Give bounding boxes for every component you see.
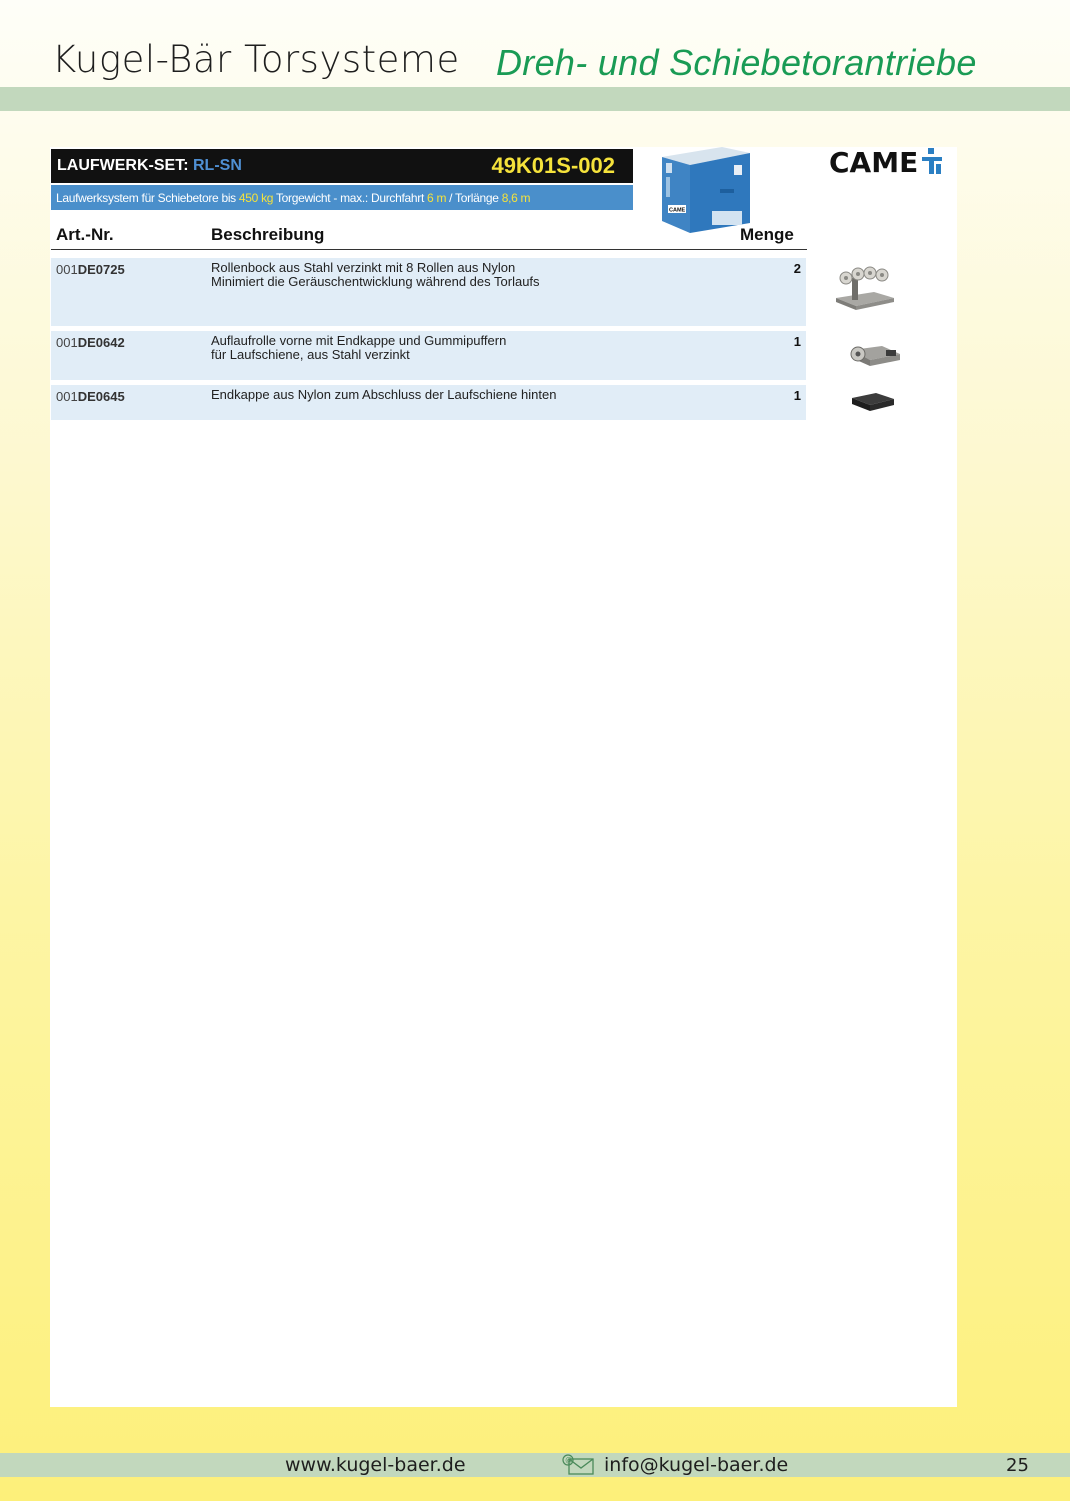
row-description	[211, 388, 556, 402]
product-title	[57, 157, 242, 175]
came-brand-logo: CAME	[829, 146, 919, 179]
row-quantity: 1	[793, 334, 801, 349]
product-title-bar	[51, 149, 633, 183]
description-line-2: Minimiert die Geräuschentwicklung während des Torlaufs	[211, 274, 540, 289]
description-line-1: Endkappe aus Nylon zum Abschluss der Laufschiene hinten	[211, 387, 557, 402]
svg-text:@: @	[565, 1456, 573, 1465]
subtitle-weight: 450 kg	[238, 191, 274, 205]
footer-band	[0, 1453, 1070, 1477]
article-code: DE0645	[77, 389, 125, 404]
article-code: DE0725	[77, 262, 125, 277]
subtitle-text-3: / Torlänge	[446, 191, 502, 205]
end-cap-icon	[850, 390, 896, 414]
subtitle-text-2: Torgewicht - max.: Durchfahrt	[273, 191, 428, 205]
came-logo-icon	[920, 148, 944, 176]
article-prefix: 001	[56, 389, 78, 404]
page-number: 25	[1006, 1455, 1029, 1476]
article-prefix: 001	[56, 262, 78, 277]
article-number	[56, 335, 125, 350]
roller-carriage-icon	[832, 264, 896, 314]
product-box-image	[660, 147, 752, 235]
product-code: 49K01S-002	[491, 153, 615, 178]
article-number	[56, 262, 125, 277]
row-description	[211, 261, 540, 289]
subtitle-passage: 6 m	[427, 191, 447, 205]
footer-website-link[interactable]: www.kugel-baer.de	[285, 1454, 466, 1476]
table-row	[51, 258, 806, 326]
front-roller-icon	[846, 340, 904, 370]
description-line-1: Auflaufrolle vorne mit Endkappe und Gummipuffern	[211, 333, 507, 348]
article-number	[56, 389, 125, 404]
article-prefix: 001	[56, 335, 78, 350]
row-quantity: 2	[793, 261, 801, 276]
table-row	[51, 385, 806, 420]
subtitle-text-1: Laufwerksystem für Schiebetore bis	[56, 191, 239, 205]
product-subtitle	[56, 191, 530, 205]
row-quantity: 1	[793, 388, 801, 403]
header-band	[0, 87, 1070, 111]
header-divider	[51, 249, 807, 250]
description-line-2: für Laufschiene, aus Stahl verzinkt	[211, 347, 410, 362]
footer-email-link[interactable]: info@kugel-baer.de	[604, 1454, 789, 1476]
article-code: DE0642	[77, 335, 125, 350]
description-line-1: Rollenbock aus Stahl verzinkt mit 8 Rollen aus Nylon	[211, 260, 516, 275]
page-category-title: Dreh- und Schiebetorantriebe	[496, 42, 977, 83]
column-header-quantity: Menge	[740, 225, 794, 244]
product-model: RL-SN	[193, 157, 242, 174]
company-name: Kugel-Bär Torsysteme	[52, 38, 460, 81]
row-description	[211, 334, 506, 362]
table-row	[51, 331, 806, 380]
subtitle-length: 8,6 m	[501, 191, 531, 205]
mail-icon	[561, 1454, 595, 1476]
product-subtitle-bar	[51, 185, 633, 210]
column-header-description: Beschreibung	[211, 225, 325, 244]
box-brand-label: CAME	[669, 207, 686, 214]
product-title-prefix: LAUFWERK-SET:	[57, 157, 189, 174]
column-header-art-nr: Art.-Nr.	[56, 225, 114, 244]
